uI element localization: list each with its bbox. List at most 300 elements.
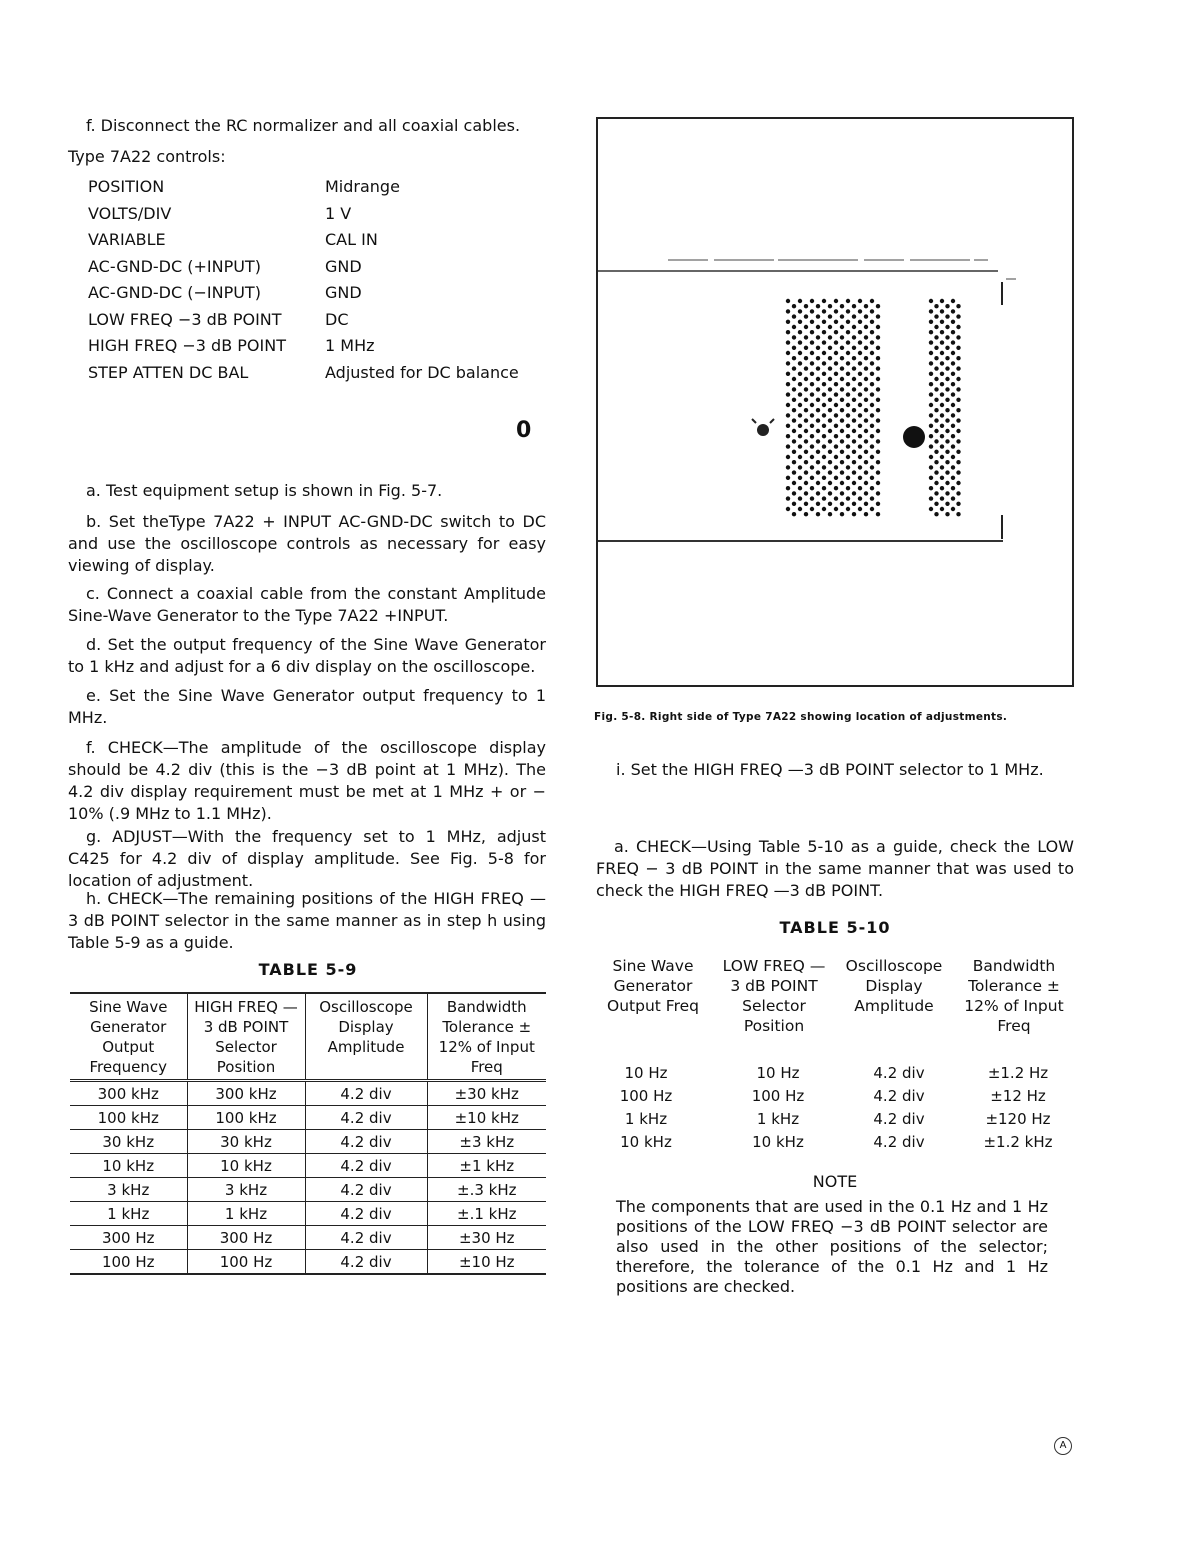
table-cell: 4.2 div xyxy=(305,1178,427,1202)
vent-hole xyxy=(929,455,933,459)
control-name: AC-GND-DC (+INPUT) xyxy=(88,257,261,276)
vent-hole xyxy=(828,366,832,370)
table-cell: 300 Hz xyxy=(187,1226,305,1250)
table-cell: ±120 Hz xyxy=(985,1110,1051,1128)
vent-hole xyxy=(840,460,844,464)
vent-hole xyxy=(929,403,933,407)
vent-hole xyxy=(945,418,949,422)
vent-hole xyxy=(864,418,868,422)
vent-hole xyxy=(792,450,796,454)
vent-hole xyxy=(870,372,874,376)
vent-hole xyxy=(798,496,802,500)
vent-hole xyxy=(816,481,820,485)
vent-hole xyxy=(834,507,838,511)
vent-hole xyxy=(822,320,826,324)
vent-hole xyxy=(945,346,949,350)
vent-hole xyxy=(951,299,955,303)
vent-hole xyxy=(840,325,844,329)
vent-hole xyxy=(945,366,949,370)
vent-hole xyxy=(852,387,856,391)
table-cell: 1 kHz xyxy=(70,1202,187,1226)
vent-hole xyxy=(846,320,850,324)
vent-hole xyxy=(870,382,874,386)
vent-hole xyxy=(804,470,808,474)
table-cell: 10 kHz xyxy=(620,1133,672,1151)
vent-hole xyxy=(945,481,949,485)
vent-hole xyxy=(810,413,814,417)
vent-hole xyxy=(798,424,802,428)
vent-hole xyxy=(786,424,790,428)
table-cell: ±.1 kHz xyxy=(427,1202,546,1226)
vent-hole xyxy=(852,346,856,350)
table-cell: 100 Hz xyxy=(619,1087,673,1105)
vent-hole xyxy=(822,392,826,396)
step-e: e. Set the Sine Wave Generator output frequency to 1 MHz. xyxy=(68,686,546,727)
vent-hole xyxy=(828,512,832,516)
vent-hole xyxy=(870,465,874,469)
vent-hole xyxy=(956,356,960,360)
table-row xyxy=(70,1154,546,1178)
vent-hole xyxy=(840,502,844,506)
vent-hole xyxy=(951,507,955,511)
vent-hole xyxy=(956,366,960,370)
vent-hole xyxy=(834,392,838,396)
vent-hole xyxy=(804,512,808,516)
vent-hole xyxy=(816,418,820,422)
vent-hole xyxy=(956,481,960,485)
vent-hole xyxy=(934,470,938,474)
vent-hole xyxy=(816,366,820,370)
vent-hole xyxy=(846,507,850,511)
vent-hole xyxy=(929,434,933,438)
vent-hole xyxy=(810,424,814,428)
vent-hole xyxy=(840,429,844,433)
vent-hole xyxy=(786,465,790,469)
vent-hole xyxy=(934,512,938,516)
vent-hole xyxy=(792,512,796,516)
table-cell: 10 kHz xyxy=(70,1154,187,1178)
control-name: STEP ATTEN DC BAL xyxy=(88,363,249,382)
vent-hole xyxy=(828,460,832,464)
vent-hole xyxy=(834,424,838,428)
vent-hole xyxy=(810,299,814,303)
vent-hole xyxy=(810,320,814,324)
table-row xyxy=(70,1081,546,1106)
vent-hole xyxy=(846,413,850,417)
vent-hole xyxy=(870,434,874,438)
vent-hole xyxy=(816,460,820,464)
vent-hole xyxy=(864,346,868,350)
vent-hole xyxy=(945,408,949,412)
vent-hole xyxy=(822,476,826,480)
vent-hole xyxy=(956,398,960,402)
vent-hole xyxy=(834,299,838,303)
vent-hole xyxy=(876,470,880,474)
vent-hole xyxy=(940,413,944,417)
table-cell: ±12 Hz xyxy=(990,1087,1046,1105)
vent-hole xyxy=(870,299,874,303)
vent-hole xyxy=(792,346,796,350)
vent-hole xyxy=(864,491,868,495)
vent-hole xyxy=(929,465,933,469)
vent-hole xyxy=(940,465,944,469)
vent-hole xyxy=(870,392,874,396)
vent-hole xyxy=(810,372,814,376)
c425-adjustment-marker xyxy=(903,426,925,448)
vent-hole xyxy=(876,335,880,339)
vent-hole xyxy=(834,444,838,448)
vent-hole xyxy=(810,486,814,490)
vent-hole xyxy=(876,398,880,402)
vent-hole xyxy=(810,392,814,396)
vent-hole xyxy=(786,320,790,324)
vent-hole xyxy=(846,434,850,438)
vent-hole xyxy=(816,439,820,443)
vent-hole xyxy=(929,340,933,344)
vent-hole xyxy=(951,403,955,407)
vent-hole xyxy=(846,424,850,428)
vent-hole xyxy=(876,356,880,360)
vent-hole xyxy=(852,502,856,506)
vent-hole xyxy=(858,444,862,448)
table-cell: ±10 Hz xyxy=(427,1250,546,1275)
vent-hole xyxy=(840,450,844,454)
vent-hole xyxy=(810,434,814,438)
step-f-disconnect: f. Disconnect the RC normalizer and all coaxial cables. xyxy=(86,116,521,135)
vent-hole xyxy=(804,481,808,485)
vent-hole xyxy=(858,372,862,376)
vent-hole xyxy=(840,304,844,308)
vent-hole xyxy=(945,387,949,391)
vent-hole xyxy=(840,387,844,391)
control-name: AC-GND-DC (−INPUT) xyxy=(88,283,261,302)
vent-hole xyxy=(822,413,826,417)
vent-hole xyxy=(934,346,938,350)
vent-hole xyxy=(810,455,814,459)
vent-hole xyxy=(929,476,933,480)
vent-hole xyxy=(940,476,944,480)
vent-hole xyxy=(870,309,874,313)
vent-hole xyxy=(940,392,944,396)
vent-hole xyxy=(945,304,949,308)
table-cell: 4.2 div xyxy=(305,1081,427,1106)
table-cell: 10 Hz xyxy=(756,1064,800,1082)
vent-hole xyxy=(822,486,826,490)
vent-hole xyxy=(840,356,844,360)
vent-hole xyxy=(828,314,832,318)
table-cell: ±1 kHz xyxy=(427,1154,546,1178)
vent-hole xyxy=(846,444,850,448)
vent-hole xyxy=(804,325,808,329)
table-cell: 100 kHz xyxy=(70,1106,187,1130)
vent-hole xyxy=(956,325,960,329)
vent-hole xyxy=(876,418,880,422)
vent-hole xyxy=(786,413,790,417)
vent-hole xyxy=(864,398,868,402)
vent-hole xyxy=(798,361,802,365)
table-cell: 1 kHz xyxy=(624,1110,668,1128)
vent-hole xyxy=(798,382,802,386)
table-row xyxy=(70,1226,546,1250)
vent-hole xyxy=(956,335,960,339)
vent-hole xyxy=(858,351,862,355)
vent-hole xyxy=(864,512,868,516)
vent-hole xyxy=(846,299,850,303)
vent-hole xyxy=(816,387,820,391)
vent-hole xyxy=(956,304,960,308)
vent-hole xyxy=(876,439,880,443)
vent-hole xyxy=(951,444,955,448)
vent-hole xyxy=(956,314,960,318)
vent-hole xyxy=(786,351,790,355)
table-cell: ±.3 kHz xyxy=(427,1178,546,1202)
vent-hole xyxy=(934,325,938,329)
vent-hole xyxy=(951,455,955,459)
vent-hole xyxy=(786,444,790,448)
vent-hole xyxy=(945,460,949,464)
vent-hole xyxy=(945,512,949,516)
vent-hole xyxy=(810,361,814,365)
vent-hole xyxy=(828,346,832,350)
step-g-adjust: g. ADJUST—With the frequency set to 1 MHz, adjust C425 for 4.2 div of display amplitude. See Fig. 5-8 for location of adjustment. xyxy=(68,827,546,890)
vent-hole xyxy=(846,455,850,459)
vent-hole xyxy=(858,320,862,324)
vent-hole xyxy=(822,465,826,469)
vent-hole xyxy=(816,470,820,474)
table-row xyxy=(70,1202,546,1226)
table-cell: 4.2 div xyxy=(873,1064,925,1082)
vent-hole xyxy=(792,366,796,370)
vent-hole xyxy=(804,387,808,391)
vent-hole xyxy=(864,387,868,391)
vent-hole xyxy=(852,450,856,454)
vent-hole xyxy=(852,408,856,412)
note-title: NOTE xyxy=(812,1172,858,1191)
vent-hole xyxy=(840,481,844,485)
vent-hole xyxy=(798,392,802,396)
vent-hole xyxy=(798,476,802,480)
vent-hole xyxy=(822,351,826,355)
vent-hole xyxy=(864,502,868,506)
vent-hole xyxy=(840,470,844,474)
vent-hole xyxy=(940,434,944,438)
note-body: The components that are used in the 0.1 Hz and 1 Hz positions of the LOW FREQ −3 dB POINT selector are also used in the other positions of the selector; therefore, the tolerance of the 0.1 Hz and 1 Hz positions are checked. xyxy=(616,1197,1048,1296)
vent-hole xyxy=(945,377,949,381)
vent-hole xyxy=(792,470,796,474)
vent-hole xyxy=(816,398,820,402)
vent-hole xyxy=(798,340,802,344)
vent-hole xyxy=(828,429,832,433)
vent-hole xyxy=(804,408,808,412)
vent-hole xyxy=(951,340,955,344)
vent-hole xyxy=(864,335,868,339)
vent-hole xyxy=(864,481,868,485)
vent-hole xyxy=(816,377,820,381)
vent-hole xyxy=(870,424,874,428)
vent-hole xyxy=(934,377,938,381)
vent-hole xyxy=(834,361,838,365)
vent-hole xyxy=(876,502,880,506)
vent-hole xyxy=(956,491,960,495)
vent-hole xyxy=(810,444,814,448)
table-cell: 4.2 div xyxy=(305,1106,427,1130)
vent-hole xyxy=(876,460,880,464)
vent-hole xyxy=(846,330,850,334)
vent-hole xyxy=(786,434,790,438)
vent-hole xyxy=(876,346,880,350)
table-cell: 4.2 div xyxy=(305,1202,427,1226)
column-header: Oscilloscope Display Amplitude xyxy=(305,993,427,1081)
vent-hole xyxy=(798,299,802,303)
vent-hole xyxy=(840,366,844,370)
vent-hole xyxy=(945,502,949,506)
vent-hole xyxy=(929,444,933,448)
vent-hole xyxy=(934,439,938,443)
adjustment-marker-left xyxy=(752,419,774,436)
vent-hole xyxy=(956,429,960,433)
table-cell: 4.2 div xyxy=(305,1226,427,1250)
vent-hole xyxy=(876,408,880,412)
table-row xyxy=(70,1106,546,1130)
revision-mark: A xyxy=(1054,1437,1072,1455)
vent-hole xyxy=(816,502,820,506)
control-value: 1 MHz xyxy=(325,336,375,355)
vent-hole xyxy=(864,377,868,381)
vent-hole xyxy=(934,387,938,391)
vent-hole xyxy=(934,460,938,464)
vent-hole xyxy=(834,403,838,407)
vent-hole xyxy=(951,330,955,334)
vent-hole xyxy=(870,413,874,417)
vent-hole xyxy=(840,491,844,495)
vent-hole xyxy=(870,330,874,334)
vent-hole xyxy=(822,299,826,303)
vent-hole xyxy=(876,304,880,308)
vent-hole xyxy=(798,444,802,448)
vent-hole xyxy=(929,424,933,428)
vent-hole xyxy=(804,335,808,339)
vent-hole xyxy=(786,299,790,303)
vent-hole xyxy=(804,346,808,350)
vent-hole xyxy=(929,372,933,376)
vent-hole xyxy=(828,502,832,506)
table-cell: 4.2 div xyxy=(873,1110,925,1128)
vent-hole xyxy=(822,444,826,448)
table-cell: ±1.2 Hz xyxy=(987,1064,1049,1082)
vent-hole xyxy=(940,444,944,448)
ventilation-grid xyxy=(786,299,961,517)
column-header: Sine Wave Generator Output Frequency xyxy=(89,998,168,1076)
vent-hole xyxy=(798,351,802,355)
vent-hole xyxy=(940,330,944,334)
vent-hole xyxy=(951,361,955,365)
vent-hole xyxy=(852,460,856,464)
vent-hole xyxy=(934,491,938,495)
vent-hole xyxy=(822,424,826,428)
table-cell: 10 kHz xyxy=(752,1133,804,1151)
vent-hole xyxy=(951,413,955,417)
vent-hole xyxy=(834,330,838,334)
vent-hole xyxy=(864,366,868,370)
vent-hole xyxy=(786,372,790,376)
vent-hole xyxy=(846,361,850,365)
vent-hole xyxy=(834,465,838,469)
column-header: Oscilloscope Display Amplitude xyxy=(845,957,943,1015)
vent-hole xyxy=(804,356,808,360)
vent-hole xyxy=(828,439,832,443)
vent-hole xyxy=(822,403,826,407)
table-cell: 4.2 div xyxy=(873,1133,925,1151)
vent-hole xyxy=(870,351,874,355)
vent-hole xyxy=(870,361,874,365)
vent-hole xyxy=(945,325,949,329)
vent-hole xyxy=(828,377,832,381)
vent-hole xyxy=(852,356,856,360)
vent-hole xyxy=(956,439,960,443)
vent-hole xyxy=(786,309,790,313)
vent-hole xyxy=(834,309,838,313)
vent-hole xyxy=(828,356,832,360)
vent-hole xyxy=(828,408,832,412)
vent-hole xyxy=(951,496,955,500)
vent-hole xyxy=(816,408,820,412)
vent-hole xyxy=(810,465,814,469)
vent-hole xyxy=(858,424,862,428)
vent-hole xyxy=(786,476,790,480)
vent-hole xyxy=(804,460,808,464)
vent-hole xyxy=(792,314,796,318)
table-cell: ±1.2 kHz xyxy=(983,1133,1053,1151)
vent-hole xyxy=(951,320,955,324)
vent-hole xyxy=(798,507,802,511)
control-value: DC xyxy=(325,310,349,329)
vent-hole xyxy=(940,299,944,303)
vent-hole xyxy=(786,486,790,490)
vent-hole xyxy=(786,361,790,365)
vent-hole xyxy=(956,387,960,391)
vent-hole xyxy=(828,387,832,391)
vent-hole xyxy=(798,372,802,376)
vent-hole xyxy=(870,496,874,500)
vent-hole xyxy=(804,314,808,318)
vent-hole xyxy=(940,496,944,500)
vent-hole xyxy=(786,382,790,386)
vent-hole xyxy=(876,450,880,454)
vent-hole xyxy=(840,512,844,516)
vent-hole xyxy=(804,491,808,495)
vent-hole xyxy=(840,418,844,422)
vent-hole xyxy=(951,486,955,490)
vent-hole xyxy=(792,418,796,422)
vent-hole xyxy=(852,398,856,402)
vent-hole xyxy=(834,434,838,438)
vent-hole xyxy=(858,476,862,480)
vent-hole xyxy=(846,309,850,313)
vent-hole xyxy=(876,314,880,318)
vent-hole xyxy=(798,455,802,459)
vent-hole xyxy=(840,439,844,443)
vent-hole xyxy=(822,340,826,344)
table-header-row xyxy=(70,993,546,1081)
vent-hole xyxy=(951,476,955,480)
vent-hole xyxy=(940,455,944,459)
vent-hole xyxy=(846,496,850,500)
table-cell: 300 kHz xyxy=(70,1081,187,1106)
vent-hole xyxy=(858,392,862,396)
vent-hole xyxy=(822,434,826,438)
table-5-10-title: TABLE 5-10 xyxy=(779,918,891,937)
vent-hole xyxy=(804,418,808,422)
